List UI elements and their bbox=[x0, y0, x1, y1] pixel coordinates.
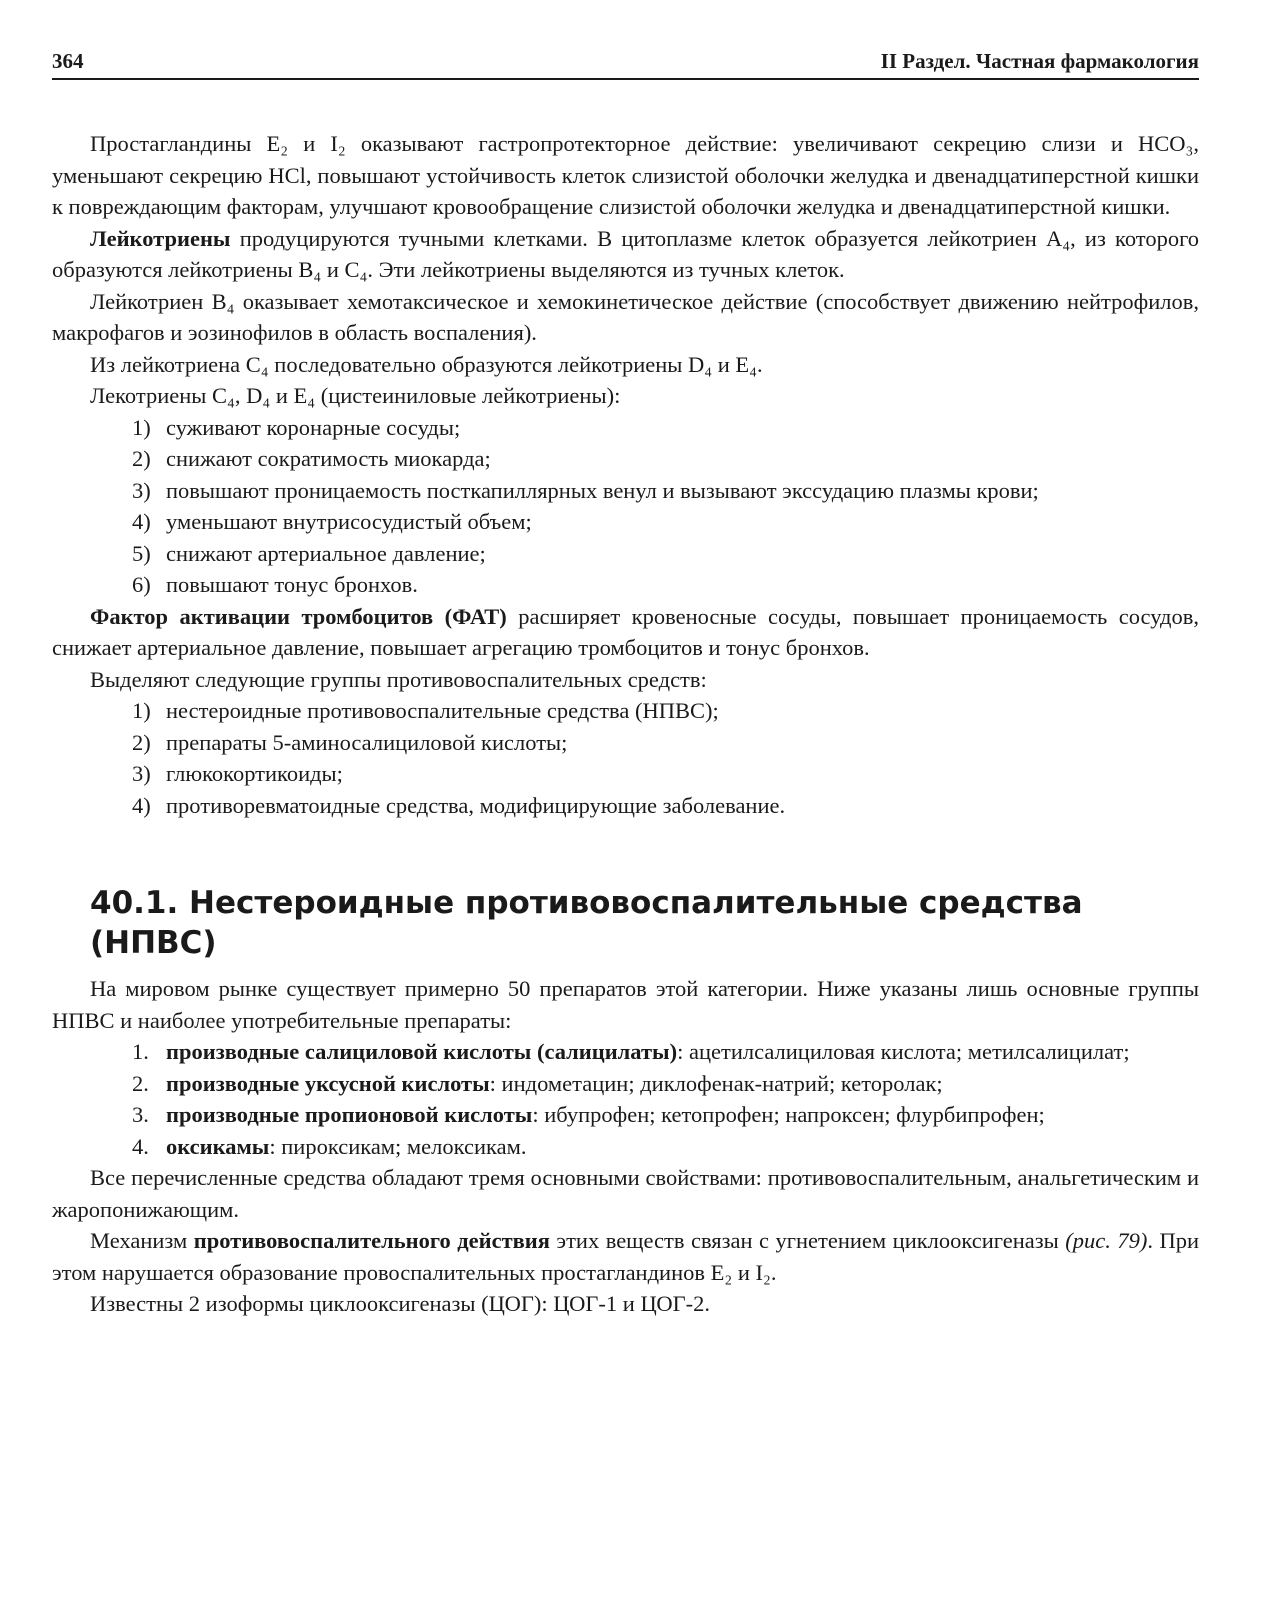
mechanism-text-c: . При этом нарушается образование провоспалительных простагландинов E₂ и I₂. bbox=[52, 1228, 1199, 1285]
list-item-number: 4. bbox=[132, 1133, 149, 1159]
list-item-drugs: : ибупрофен; кетопрофен; напроксен; флурбипрофен; bbox=[532, 1102, 1045, 1127]
paragraph-paf-text: расширяет кровеносные сосуды, повышает проницаемость сосудов, снижает артериальное давление, повышает агрегацию тромбоцитов и тонус бронхов. bbox=[52, 603, 1200, 660]
term-leukotrienes: Лейкотриены bbox=[90, 225, 231, 251]
paragraph-drug-groups: Выделяют следующие группы противовоспалительных средств: bbox=[90, 666, 707, 692]
section-title: II Раздел. Частная фармакология bbox=[880, 49, 1199, 73]
nsaid-groups-list bbox=[52, 1036, 1199, 1162]
paragraph-leukotrienes bbox=[52, 223, 1199, 286]
drug-groups-list bbox=[52, 695, 1199, 821]
term-anti-inflammatory-action: противовоспалительного действия bbox=[193, 1228, 550, 1253]
list-item bbox=[52, 790, 1199, 822]
list-item-number: 1) bbox=[132, 698, 151, 723]
list-item bbox=[52, 1068, 1199, 1100]
paragraph-properties: Все перечисленные средства обладают тремя основными свойствами: противовоспалительным, анальгетическим и жаропонижающим. bbox=[52, 1165, 1199, 1222]
paragraph-paf bbox=[52, 601, 1199, 664]
list-item-number: 6) bbox=[132, 572, 151, 597]
list-item bbox=[52, 569, 1199, 601]
list-item-number: 1. bbox=[132, 1039, 149, 1064]
mechanism-text-b: этих веществ связан с угнетением циклооксигеназы bbox=[549, 1228, 1066, 1253]
list-item-text: препараты 5-аминосалициловой кислоты; bbox=[166, 729, 568, 755]
list-item-number: 4) bbox=[132, 792, 151, 818]
list-item bbox=[52, 475, 1199, 507]
list-item-number: 4) bbox=[132, 509, 151, 534]
list-item-term: производные уксусной кислоты bbox=[166, 1070, 490, 1096]
page-number: 364 bbox=[52, 49, 84, 73]
running-head bbox=[52, 44, 1199, 80]
list-item-text bbox=[166, 1036, 1199, 1068]
paragraph-prostaglandins: Простагландины E₂ и I₂ оказывают гастропротекторное действие: увеличивают секрецию слизи и HCO₃, уменьшают секрецию HCl, повышают устойчивость клеток слизистой оболочки желудка и двенадцатиперстной кишки к повреждающим факторам, улучшают кровообращение слизистой оболочки желудка и двенадцатиперстной кишки. bbox=[52, 131, 1199, 219]
list-item-text: суживают коронарные сосуды; bbox=[166, 414, 461, 440]
list-item-text: уменьшают внутрисосудистый объем; bbox=[166, 509, 532, 534]
list-item-text: снижают сократимость миокарда; bbox=[166, 446, 491, 471]
paragraph-mechanism bbox=[52, 1225, 1199, 1288]
list-item-number: 5) bbox=[132, 540, 151, 566]
list-item-drugs: : пироксикам; мелоксикам. bbox=[269, 1133, 527, 1159]
list-item-drugs: : ацетилсалициловая кислота; метилсалицилат; bbox=[677, 1039, 1130, 1064]
list-item bbox=[52, 506, 1199, 538]
paragraph-cox-isoforms: Известны 2 изоформы циклооксигеназы (ЦОГ): ЦОГ-1 и ЦОГ-2. bbox=[90, 1291, 711, 1316]
list-item bbox=[52, 758, 1199, 790]
list-item bbox=[52, 443, 1199, 475]
paragraph-leukotriene-b4: Лейкотриен B₄ оказывает хемотаксическое и хемокинетическое действие (способствует движению нейтрофилов, макрофагов и эозинофилов в область воспаления). bbox=[52, 288, 1199, 345]
list-item bbox=[52, 727, 1199, 759]
list-item-text bbox=[166, 1068, 1199, 1100]
list-item-number: 2) bbox=[132, 729, 151, 755]
list-item-number: 3) bbox=[132, 761, 151, 786]
list-item bbox=[52, 538, 1199, 570]
paragraph-leukotriene-c4: Из лейкотриена C₄ последовательно образуются лейкотриены D₄ и E₄. bbox=[90, 351, 763, 377]
paragraph-cysteinyl-leukotrienes: Лекотриены C₄, D₄ и E₄ (цистеиниловые лейкотриены): bbox=[90, 383, 621, 408]
list-item-text bbox=[166, 1099, 1199, 1131]
list-item-number: 3) bbox=[132, 477, 151, 503]
list-item-number: 2) bbox=[132, 446, 151, 471]
mechanism-text-a: Механизм bbox=[90, 1228, 194, 1253]
list-item-text bbox=[166, 1131, 1199, 1163]
list-item-drugs: : индометацин; диклофенак-натрий; кеторолак; bbox=[489, 1070, 943, 1096]
body-text bbox=[52, 128, 1199, 1320]
list-item-term: производные пропионовой кислоты bbox=[166, 1102, 533, 1127]
list-item bbox=[52, 1036, 1199, 1068]
list-item-text: снижают артериальное давление; bbox=[166, 540, 486, 566]
list-item-text: нестероидные противовоспалительные средства (НПВС); bbox=[166, 698, 719, 723]
term-paf: Фактор активации тромбоцитов (ФАТ) bbox=[90, 603, 507, 629]
list-item-number: 2. bbox=[132, 1070, 149, 1096]
paragraph-market: На мировом рынке существует примерно 50 препаратов этой категории. Ниже указаны лишь основные группы НПВС и наиболее употребительные препараты: bbox=[52, 976, 1199, 1033]
list-item-text: глюкокортикоиды; bbox=[166, 761, 343, 786]
paragraph-leukotrienes-text: продуцируются тучными клетками. В цитоплазме клеток образуется лейкотриен A₄, из которого образуются лейкотриены B₄ и C₄. Эти лейкотриены выделяются из тучных клеток. bbox=[52, 225, 1199, 282]
list-item-number: 1) bbox=[132, 414, 151, 440]
section-heading: 40.1. Нестероидные противовоспалительные средства (НПВС) bbox=[90, 885, 1083, 961]
leukotriene-effects-list bbox=[52, 412, 1199, 601]
list-item-term: производные салициловой кислоты (салицилаты) bbox=[166, 1039, 678, 1064]
figure-reference: (рис. 79) bbox=[1065, 1228, 1148, 1253]
list-item bbox=[52, 1099, 1199, 1131]
list-item-text: повышают тонус бронхов. bbox=[166, 572, 418, 597]
list-item-term: оксикамы bbox=[166, 1133, 270, 1159]
list-item-text: повышают проницаемость посткапиллярных венул и вызывают экссудацию плазмы крови; bbox=[166, 477, 1039, 503]
list-item bbox=[52, 412, 1199, 444]
list-item bbox=[52, 695, 1199, 727]
list-item-number: 3. bbox=[132, 1102, 149, 1127]
list-item bbox=[52, 1131, 1199, 1163]
list-item-text: противоревматоидные средства, модифицирующие заболевание. bbox=[166, 792, 786, 818]
